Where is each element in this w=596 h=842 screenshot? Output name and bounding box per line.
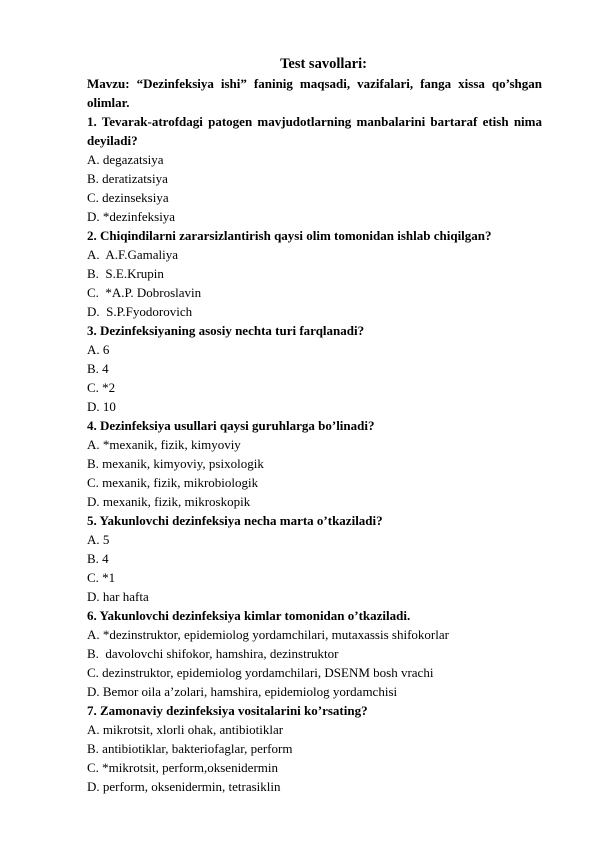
answer-option: B. S.E.Krupin xyxy=(87,266,164,281)
answer-option: D. perform, oksenidermin, tetrasiklin xyxy=(87,779,281,794)
question-block xyxy=(87,606,542,701)
question-block xyxy=(87,416,542,511)
question-text: 2. Chiqindilarni zararsizlantirish qaysi olim tomonidan ishlab chiqilgan? xyxy=(87,228,492,243)
question-block xyxy=(87,321,542,416)
answer-option: C. *A.P. Dobroslavin xyxy=(87,285,202,300)
answer-option: B. deratizatsiya xyxy=(87,171,168,186)
answer-option: B. antibiotiklar, bakteriofaglar, perform xyxy=(87,741,293,756)
question-text: 4. Dezinfeksiya usullari qaysi guruhlarga bo’linadi? xyxy=(87,418,375,433)
document-content xyxy=(87,54,542,796)
answer-option: B. 4 xyxy=(87,361,109,376)
topic-line: Mavzu: “Dezinfeksiya ishi” faninig maqsadi, vazifalari, fanga xissa qo’shgan olimlar. xyxy=(87,76,542,110)
answer-option: C. dezinseksiya xyxy=(87,190,169,205)
question-block xyxy=(87,112,542,226)
question-block xyxy=(87,226,542,321)
answer-option: C. *1 xyxy=(87,570,116,585)
page-title: Test savollari: xyxy=(280,56,367,72)
answer-option: A. degazatsiya xyxy=(87,152,164,167)
answer-option: B. davolovchi shifokor, hamshira, dezinstruktor xyxy=(87,646,339,661)
answer-option: D. mexanik, fizik, mikroskopik xyxy=(87,494,251,509)
answer-option: B. 4 xyxy=(87,551,109,566)
answer-option: A. 5 xyxy=(87,532,110,547)
answer-option: B. mexanik, kimyoviy, psixologik xyxy=(87,456,264,471)
answer-option: D. 10 xyxy=(87,399,116,414)
question-block xyxy=(87,511,542,606)
answer-option: A. mikrotsit, xlorli ohak, antibiotiklar xyxy=(87,722,284,737)
question-text: 5. Yakunlovchi dezinfeksiya necha marta o’tkaziladi? xyxy=(87,513,383,528)
answer-option: C. dezinstruktor, epidemiolog yordamchilari, DSENM bosh vrachi xyxy=(87,665,434,680)
answer-option: A. 6 xyxy=(87,342,110,357)
answer-option: A. *dezinstruktor, epidemiolog yordamchilari, mutaxassis shifokorlar xyxy=(87,627,449,642)
answer-option: A. A.F.Gamaliya xyxy=(87,247,179,262)
question-block xyxy=(87,701,542,796)
answer-option: C. mexanik, fizik, mikrobiologik xyxy=(87,475,259,490)
question-text: 6. Yakunlovchi dezinfeksiya kimlar tomonidan o’tkaziladi. xyxy=(87,608,411,623)
answer-option: C. *mikrotsit, perform,oksenidermin xyxy=(87,760,279,775)
question-text: 7. Zamonaviy dezinfeksiya vositalarini ko’rsating? xyxy=(87,703,368,718)
answer-option: A. *mexanik, fizik, kimyoviy xyxy=(87,437,241,452)
answer-option: D. *dezinfeksiya xyxy=(87,209,176,224)
answer-option: D. S.P.Fyodorovich xyxy=(87,304,193,319)
question-text: 1. Tevarak-atrofdagi patogen mavjudotlarning manbalarini bartaraf etish nima deyiladi? xyxy=(87,114,542,148)
answer-option: C. *2 xyxy=(87,380,116,395)
answer-option: D. har hafta xyxy=(87,589,149,604)
answer-option: D. Bemor oila a’zolari, hamshira, epidemiolog yordamchisi xyxy=(87,684,398,699)
question-text: 3. Dezinfeksiyaning asosiy nechta turi farqlanadi? xyxy=(87,323,365,338)
